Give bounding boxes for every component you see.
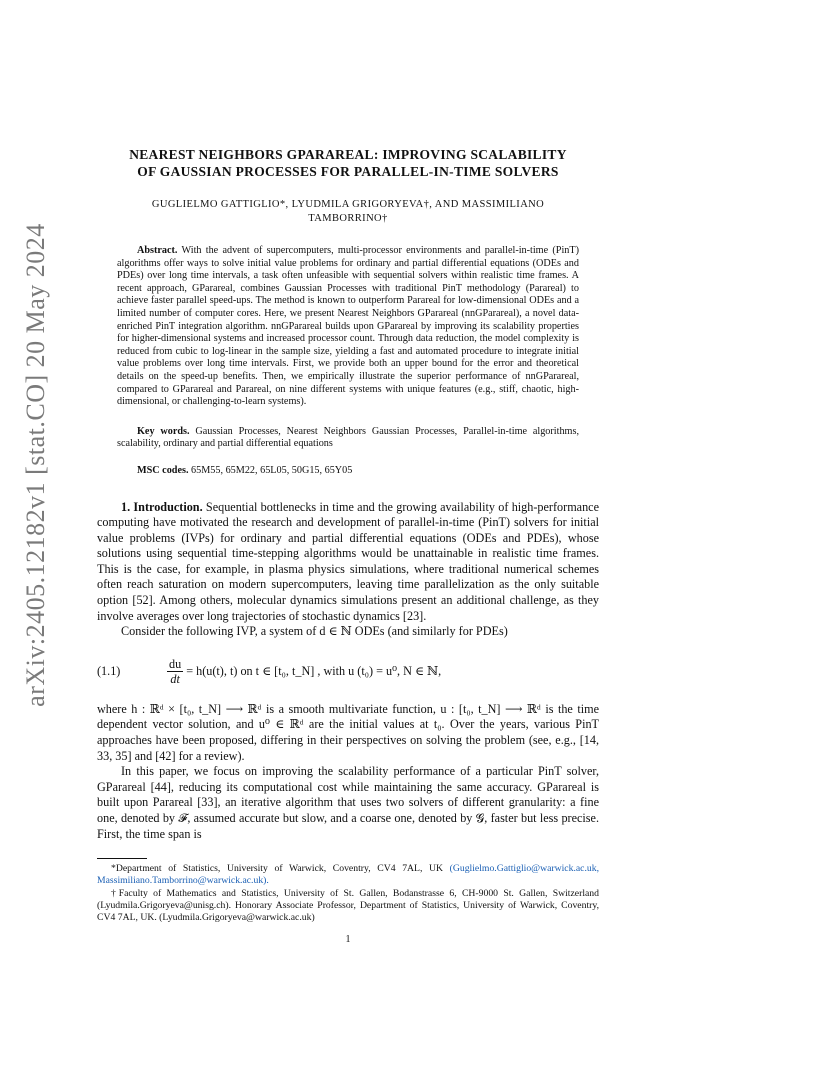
authors (97, 198, 599, 226)
title-line-2: OF GAUSSIAN PROCESSES FOR PARALLEL-IN-TIME SOLVERS (137, 164, 559, 179)
intro-paragraph-2: Consider the following IVP, a system of d ∈ ℕ ODEs (and similarly for PDEs) (121, 624, 508, 639)
abstract-label: Abstract. (137, 245, 178, 256)
equation-number: (1.1) (97, 664, 121, 679)
intro-p1-text: Sequential bottlenecks in time and the growing availability of high-performance computing have motivated the research and development of parallel-in-time (PinT) solvers for initial value problems (IVPs) for ordinary and partial differential equations (ODEs and PDEs), whose solutions using sequential time-stepping algorithms would be unattainable in realistic time frames. This is the case, for example, in plasma physics simulations, where traditional numerical schemes often reach saturation on modern supercomputers, leaving time parallelization as the only suitable option [52]. Among others, molecular dynamics simulations present an additional challenge, as they involve averages over long trajectories of stochastic dynamics [23]. (97, 499, 599, 623)
msc-codes (117, 465, 579, 478)
footnote-1-text: *Department of Statistics, University of Warwick, Coventry, CV4 7AL, UK (111, 863, 443, 875)
footnotes (97, 858, 599, 924)
keywords-text: Gaussian Processes, Nearest Neighbors Gaussian Processes, Parallel-in-time algorithms, scalability, ordinary and partial differential equations (117, 425, 579, 450)
arxiv-watermark (6, 223, 66, 707)
fraction-denominator: dt (170, 672, 180, 687)
footnote-rule (97, 858, 147, 859)
equation-1-1 (97, 652, 599, 692)
paper-title (97, 146, 599, 180)
equation-rhs: = h(u(t), t) on t ∈ [t₀, t_N] , with u (t₀) = u⁰, N ∈ ℕ, (186, 664, 442, 679)
footnote-2: †Faculty of Mathematics and Statistics, University of St. Gallen, Bodanstrasse 6, CH-9000 St. Gallen, Switzerland (Lyudmila.Grigoryeva@unisg.ch). Honorary Associate Professor, Department of Statistics, University of Warwick, Coventry, CV4 7AL, UK. (Lyudmila.Grigoryeva@warwick.ac.uk) (97, 887, 599, 923)
arxiv-id: arXiv:2405.12182v1 [stat.CO] 20 May 2024 (21, 223, 50, 707)
keywords-label: Key words. (137, 425, 190, 437)
authors-line-1: GUGLIELMO GATTIGLIO*, LYUDMILA GRIGORYEVA†, AND MASSIMILIANO (151, 199, 545, 210)
derivative-fraction (167, 657, 183, 686)
intro-paragraph-3: where h : ℝᵈ × [t₀, t_N] ⟶ ℝᵈ is a smooth multivariate function, u : [t₀, t_N] ⟶ ℝᵈ is the time dependent vector solution, and u⁰ ∈ ℝᵈ are the initial values at t₀. Over the years, various PinT approaches have been proposed, differing in their perspectives on solving the problem (see, e.g., [14, 33, 35] and [42] for a review). (97, 701, 599, 763)
msc-label: MSC codes. (137, 464, 189, 476)
intro-paragraph-1 (97, 500, 599, 625)
fraction-numerator: du (169, 657, 182, 672)
msc-text: 65M55, 65M22, 65L05, 50G15, 65Y05 (191, 464, 353, 476)
abstract-text: With the advent of supercomputers, multi-processor environments and parallel-in-time (PinT) algorithms offer ways to solve initial value problems for ordinary and partial differential equations (ODEs and PDEs) over long time intervals, a task often unfeasible with sequential solvers within realistic time frames. A recent approach, GParareal, combines Gaussian Processes with traditional PinT methodology (Parareal) to achieve faster parallel speed-ups. The method is known to outperform Parareal for low-dimensional ODEs and a limited number of computer cores. Here, we present Nearest Neighbors GParareal (nnGParareal), a novel data-enriched PinT integration algorithm. nnGParareal builds upon GParareal by improving its scalability properties for higher-dimensional systems and increased processor count. Through data reduction, the model complexity is reduced from cubic to log-linear in the sample size, yielding a fast and automated procedure to integrate initial value problems over long time intervals. First, we provide both an upper bound for the error and theoretical details on the speed-up benefits. Then, we empirically illustrate the superior performance of nnGParareal, compared to GParareal and Parareal, on nine different systems with unique features (e.g., stiff, chaotic, high-dimensional, or challenging-to-learn systems). (117, 245, 579, 408)
footnote-1-emails[interactable]: (Guglielmo.Gattiglio@warwick.ac.uk, Massimiliano.Tamborrino@warwick.ac.uk). (97, 863, 599, 887)
title-line-1: NEAREST NEIGHBORS GPARAREAL: IMPROVING SCALABILITY (129, 147, 567, 162)
authors-line-2: TAMBORRINO† (308, 213, 388, 224)
intro-paragraph-4: In this paper, we focus on improving the scalability performance of a particular PinT solver, GParareal [44], reducing its computational cost while maintaining the same accuracy. GParareal is built upon Parareal [33], an iterative algorithm that uses two solvers of different granularity: a fine one, denoted by 𝓕, assumed accurate but slow, and a coarse one, denoted by 𝓖, faster but less precise. First, the time span is (97, 764, 599, 841)
paper-page (97, 146, 599, 945)
abstract (117, 245, 579, 409)
section-heading: 1. Introduction. (121, 499, 203, 514)
footnote-1 (97, 863, 599, 887)
keywords (117, 426, 579, 451)
page-number: 1 (345, 934, 351, 946)
